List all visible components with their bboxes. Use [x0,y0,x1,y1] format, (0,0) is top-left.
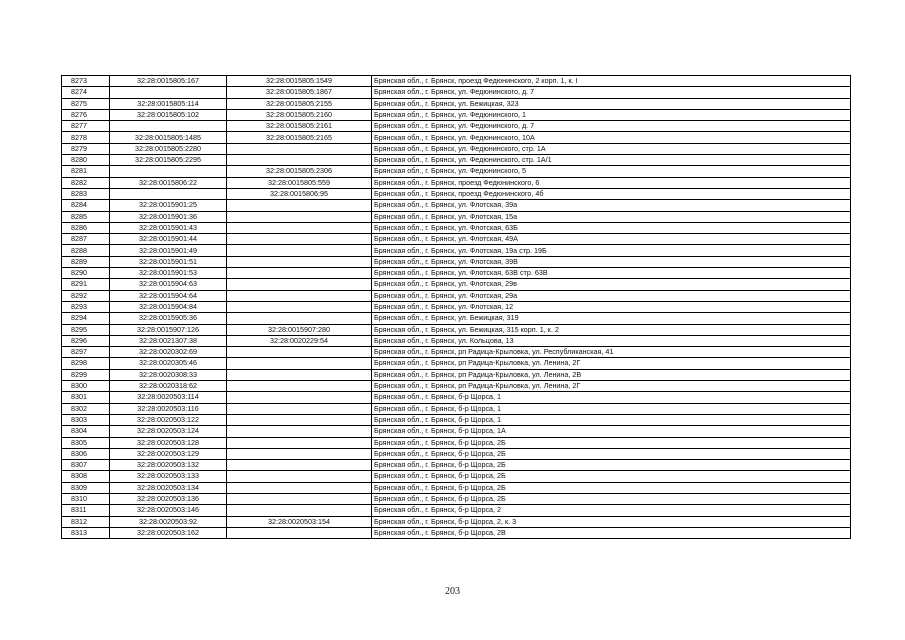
table-row [62,471,851,482]
cadastral-number-cell: 32:28:0020503:92 [110,516,227,527]
cadastral-number-cell: 32:28:0020318:62 [110,381,227,392]
table-row [62,87,851,98]
linked-cadastral-number-cell [227,426,372,437]
table-row [62,335,851,346]
address-cell: Брянская обл., г. Брянск, б-р Щорса, 1А [372,426,851,437]
cadastral-number-cell: 32:28:0020503:128 [110,437,227,448]
table-row [62,392,851,403]
cadastral-number-cell: 32:28:0020503:122 [110,414,227,425]
address-cell: Брянская обл., г. Брянск, ул. Флотская, 29а [372,290,851,301]
address-cell: Брянская обл., г. Брянск, б-р Щорса, 2Б [372,482,851,493]
linked-cadastral-number-cell: 32:28:0020229:54 [227,335,372,346]
linked-cadastral-number-cell [227,313,372,324]
table-row [62,211,851,222]
row-number-cell: 8285 [62,211,110,222]
linked-cadastral-number-cell [227,279,372,290]
row-number-cell: 8281 [62,166,110,177]
table-row [62,143,851,154]
linked-cadastral-number-cell [227,381,372,392]
row-number-cell: 8287 [62,234,110,245]
row-number-cell: 8308 [62,471,110,482]
linked-cadastral-number-cell [227,290,372,301]
linked-cadastral-number-cell [227,437,372,448]
address-cell: Брянская обл., г. Брянск, проезд Федюнинского, 6 [372,177,851,188]
table-row [62,516,851,527]
table-row [62,188,851,199]
table-row [62,290,851,301]
address-cell: Брянская обл., г. Брянск, б-р Щорса, 1 [372,403,851,414]
linked-cadastral-number-cell [227,448,372,459]
row-number-cell: 8312 [62,516,110,527]
address-cell: Брянская обл., г. Брянск, б-р Щорса, 2Б [372,493,851,504]
cadastral-number-cell: 32:28:0020503:132 [110,460,227,471]
row-number-cell: 8277 [62,121,110,132]
cadastral-number-cell: 32:28:0015904:63 [110,279,227,290]
linked-cadastral-number-cell [227,505,372,516]
cadastral-number-cell: 32:28:0015904:64 [110,290,227,301]
cadastral-number-cell: 32:28:0015907:126 [110,324,227,335]
row-number-cell: 8302 [62,403,110,414]
table-row [62,268,851,279]
linked-cadastral-number-cell: 32:28:0015805:2160 [227,109,372,120]
cadastral-number-cell [110,87,227,98]
table-row [62,222,851,233]
cadastral-number-cell: 32:28:0015901:44 [110,234,227,245]
row-number-cell: 8309 [62,482,110,493]
address-cell: Брянская обл., г. Брянск, ул. Федюнинского, 10А [372,132,851,143]
address-cell: Брянская обл., г. Брянск, б-р Щорса, 2 [372,505,851,516]
row-number-cell: 8291 [62,279,110,290]
cadastral-number-cell: 32:28:0015805:2295 [110,155,227,166]
table-row [62,460,851,471]
address-cell: Брянская обл., г. Брянск, проезд Федюнинского, 2 корп. 1, к. I [372,76,851,87]
table-row [62,527,851,538]
table-row [62,324,851,335]
row-number-cell: 8313 [62,527,110,538]
linked-cadastral-number-cell [227,301,372,312]
cadastral-number-cell: 32:28:0020503:146 [110,505,227,516]
row-number-cell: 8290 [62,268,110,279]
row-number-cell: 8280 [62,155,110,166]
row-number-cell: 8282 [62,177,110,188]
cadastral-number-cell: 32:28:0020308:33 [110,369,227,380]
address-cell: Брянская обл., г. Брянск, б-р Щорса, 1 [372,414,851,425]
cadastral-number-cell: 32:28:0015901:25 [110,200,227,211]
row-number-cell: 8289 [62,256,110,267]
address-cell: Брянская обл., г. Брянск, ул. Флотская, 39В [372,256,851,267]
row-number-cell: 8299 [62,369,110,380]
cadastral-number-cell [110,188,227,199]
address-cell: Брянская обл., г. Брянск, ул. Бежицкая, 323 [372,98,851,109]
linked-cadastral-number-cell [227,256,372,267]
row-number-cell: 8297 [62,347,110,358]
linked-cadastral-number-cell [227,347,372,358]
row-number-cell: 8276 [62,109,110,120]
row-number-cell: 8300 [62,381,110,392]
address-cell: Брянская обл., г. Брянск, ул. Флотская, 63Б [372,222,851,233]
linked-cadastral-number-cell [227,392,372,403]
linked-cadastral-number-cell [227,268,372,279]
address-cell: Брянская обл., г. Брянск, ул. Флотская, 63В стр. 63В [372,268,851,279]
address-cell: Брянская обл., г. Брянск, ул. Бежицкая, 319 [372,313,851,324]
table-row [62,177,851,188]
linked-cadastral-number-cell: 32:28:0015805:2161 [227,121,372,132]
cadastral-number-cell [110,121,227,132]
row-number-cell: 8307 [62,460,110,471]
linked-cadastral-number-cell: 32:28:0020503:154 [227,516,372,527]
address-cell: Брянская обл., г. Брянск, ул. Флотская, 12 [372,301,851,312]
table-row [62,301,851,312]
linked-cadastral-number-cell [227,211,372,222]
row-number-cell: 8288 [62,245,110,256]
row-number-cell: 8303 [62,414,110,425]
cadastral-number-cell: 32:28:0015901:36 [110,211,227,222]
cadastral-number-cell: 32:28:0015904:84 [110,301,227,312]
cadastral-number-cell: 32:28:0015901:43 [110,222,227,233]
table-row [62,437,851,448]
cadastral-table [61,75,851,539]
row-number-cell: 8283 [62,188,110,199]
address-cell: Брянская обл., г. Брянск, проезд Федюнинского, 4б [372,188,851,199]
address-cell: Брянская обл., г. Брянск, рп Радица-Крыловка, ул. Ленина, 2В [372,369,851,380]
linked-cadastral-number-cell [227,143,372,154]
row-number-cell: 8292 [62,290,110,301]
address-cell: Брянская обл., г. Брянск, ул. Федюнинского, стр. 1А/1 [372,155,851,166]
address-cell: Брянская обл., г. Брянск, ул. Федюнинского, д. 7 [372,87,851,98]
row-number-cell: 8293 [62,301,110,312]
cadastral-number-cell: 32:28:0020302:69 [110,347,227,358]
table-body [62,76,851,539]
cadastral-number-cell: 32:28:0020503:129 [110,448,227,459]
linked-cadastral-number-cell [227,222,372,233]
row-number-cell: 8305 [62,437,110,448]
table-row [62,121,851,132]
table-row [62,166,851,177]
cadastral-number-cell: 32:28:0015901:51 [110,256,227,267]
cadastral-number-cell [110,166,227,177]
cadastral-number-cell: 32:28:0020503:162 [110,527,227,538]
table-row [62,448,851,459]
table-row [62,132,851,143]
address-cell: Брянская обл., г. Брянск, б-р Щорса, 2Б [372,437,851,448]
row-number-cell: 8310 [62,493,110,504]
linked-cadastral-number-cell [227,155,372,166]
table-row [62,98,851,109]
row-number-cell: 8279 [62,143,110,154]
table-row [62,414,851,425]
row-number-cell: 8295 [62,324,110,335]
cadastral-number-cell: 32:28:0015805:114 [110,98,227,109]
table-row [62,234,851,245]
linked-cadastral-number-cell: 32:28:0015806:95 [227,188,372,199]
row-number-cell: 8301 [62,392,110,403]
address-cell: Брянская обл., г. Брянск, ул. Федюнинского, д. 7 [372,121,851,132]
linked-cadastral-number-cell [227,403,372,414]
cadastral-number-cell: 32:28:0015806:22 [110,177,227,188]
address-cell: Брянская обл., г. Брянск, ул. Флотская, 19а стр. 19Б [372,245,851,256]
address-cell: Брянская обл., г. Брянск, б-р Щорса, 2Б [372,471,851,482]
table-row [62,313,851,324]
linked-cadastral-number-cell [227,358,372,369]
linked-cadastral-number-cell [227,234,372,245]
row-number-cell: 8275 [62,98,110,109]
table-row [62,426,851,437]
address-cell: Брянская обл., г. Брянск, б-р Щорса, 1 [372,392,851,403]
row-number-cell: 8296 [62,335,110,346]
cadastral-number-cell: 32:28:0015901:53 [110,268,227,279]
row-number-cell: 8306 [62,448,110,459]
table-row [62,76,851,87]
table-row [62,245,851,256]
cadastral-number-cell: 32:28:0015805:2280 [110,143,227,154]
table-row [62,109,851,120]
address-cell: Брянская обл., г. Брянск, ул. Кольцова, 13 [372,335,851,346]
linked-cadastral-number-cell [227,200,372,211]
table-row [62,155,851,166]
row-number-cell: 8284 [62,200,110,211]
table-row [62,482,851,493]
address-cell: Брянская обл., г. Брянск, рп Радица-Крыловка, ул. Ленина, 2Г [372,381,851,392]
linked-cadastral-number-cell [227,369,372,380]
linked-cadastral-number-cell [227,471,372,482]
linked-cadastral-number-cell [227,414,372,425]
linked-cadastral-number-cell: 32:28:0015907:280 [227,324,372,335]
cadastral-number-cell: 32:28:0020503:133 [110,471,227,482]
address-cell: Брянская обл., г. Брянск, ул. Бежицкая, 315 корп. 1, к. 2 [372,324,851,335]
linked-cadastral-number-cell [227,460,372,471]
cadastral-number-cell: 32:28:0015805:102 [110,109,227,120]
row-number-cell: 8298 [62,358,110,369]
address-cell: Брянская обл., г. Брянск, рп Радица-Крыловка, ул. Ленина, 2Г [372,358,851,369]
cadastral-number-cell: 32:28:0015905:36 [110,313,227,324]
address-cell: Брянская обл., г. Брянск, ул. Флотская, 15а [372,211,851,222]
linked-cadastral-number-cell [227,482,372,493]
linked-cadastral-number-cell: 32:28:0015805:1867 [227,87,372,98]
cadastral-number-cell: 32:28:0020305:46 [110,358,227,369]
cadastral-number-cell: 32:28:0020503:134 [110,482,227,493]
address-cell: Брянская обл., г. Брянск, б-р Щорса, 2, к. 3 [372,516,851,527]
address-cell: Брянская обл., г. Брянск, б-р Щорса, 2В [372,527,851,538]
cadastral-number-cell: 32:28:0015805:1485 [110,132,227,143]
address-cell: Брянская обл., г. Брянск, ул. Федюнинского, стр. 1А [372,143,851,154]
table-row [62,358,851,369]
linked-cadastral-number-cell: 32:28:0015805:559 [227,177,372,188]
address-cell: Брянская обл., г. Брянск, ул. Федюнинского, 1 [372,109,851,120]
row-number-cell: 8286 [62,222,110,233]
cadastral-number-cell: 32:28:0021307:38 [110,335,227,346]
row-number-cell: 8278 [62,132,110,143]
cadastral-number-cell: 32:28:0020503:136 [110,493,227,504]
cadastral-number-cell: 32:28:0020503:116 [110,403,227,414]
linked-cadastral-number-cell [227,527,372,538]
table-row [62,403,851,414]
linked-cadastral-number-cell [227,245,372,256]
cadastral-number-cell: 32:28:0015901:49 [110,245,227,256]
row-number-cell: 8274 [62,87,110,98]
linked-cadastral-number-cell: 32:28:0015805:2306 [227,166,372,177]
table-row [62,347,851,358]
table-row [62,505,851,516]
table-row [62,256,851,267]
cadastral-number-cell: 32:28:0020503:114 [110,392,227,403]
address-cell: Брянская обл., г. Брянск, ул. Флотская, 39а [372,200,851,211]
linked-cadastral-number-cell: 32:28:0015805:1549 [227,76,372,87]
cadastral-number-cell: 32:28:0015805:167 [110,76,227,87]
table-row [62,493,851,504]
table-row [62,369,851,380]
table-row [62,381,851,392]
address-cell: Брянская обл., г. Брянск, ул. Флотская, 29в [372,279,851,290]
table-row [62,279,851,290]
row-number-cell: 8273 [62,76,110,87]
linked-cadastral-number-cell: 32:28:0015805:2155 [227,98,372,109]
address-cell: Брянская обл., г. Брянск, рп Радица-Крыловка, ул. Республиканская, 41 [372,347,851,358]
row-number-cell: 8304 [62,426,110,437]
address-cell: Брянская обл., г. Брянск, б-р Щорса, 2Б [372,448,851,459]
linked-cadastral-number-cell: 32:28:0015805:2165 [227,132,372,143]
row-number-cell: 8294 [62,313,110,324]
page-number: 203 [445,586,460,597]
address-cell: Брянская обл., г. Брянск, ул. Федюнинского, 5 [372,166,851,177]
row-number-cell: 8311 [62,505,110,516]
cadastral-number-cell: 32:28:0020503:124 [110,426,227,437]
table-row [62,200,851,211]
address-cell: Брянская обл., г. Брянск, ул. Флотская, 49А [372,234,851,245]
linked-cadastral-number-cell [227,493,372,504]
address-cell: Брянская обл., г. Брянск, б-р Щорса, 2Б [372,460,851,471]
